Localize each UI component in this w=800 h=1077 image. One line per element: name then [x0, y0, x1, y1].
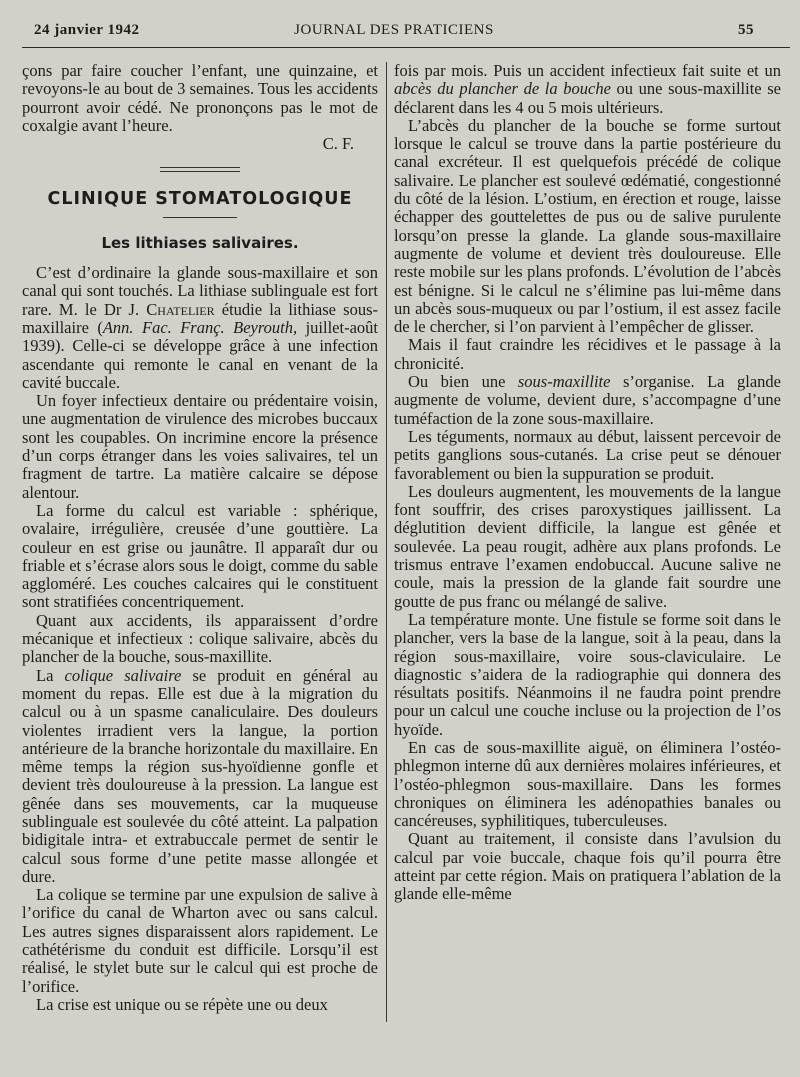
text-run: C’est d’ordinaire la glande sous-maxillaire et son canal qui sont touchés. La lithiase sublinguale est fort rare. M. le Dr J.: [22, 263, 378, 319]
text-run: s’organise. La glande augmente de volume, devient dure, s’accompagne d’une tuméfaction de la zone sous-maxillaire.: [394, 372, 781, 428]
paragraph: çons par faire coucher l’enfant, une quinzaine, et revoyons-le au bout de 3 semaines. Tous les accidents pourront avoir cédé. Ne prononçons pas le mot de coxalgie avant l’heure.: [22, 61, 378, 135]
emphasis: colique salivaire: [64, 665, 182, 685]
article-title: Les lithiases salivaires.: [101, 233, 299, 252]
text-run: juillet-août 1939). Celle-ci se développe grâce à une infection ascendante qui remonte le canal en venant de la cavité buccale.: [22, 317, 378, 392]
journal-title: JOURNAL DES PRATICIENS: [294, 22, 494, 38]
header-rule: [22, 47, 790, 48]
paragraph: Les téguments, normaux au début, laissent percevoir de petits ganglions sous-cutanés. La crise peut se dénouer favorablement ou bien la suppuration se produit.: [394, 426, 781, 483]
emphasis: abcès du plancher de la bouche: [394, 79, 611, 99]
paragraph: [22, 264, 378, 392]
paragraph: En cas de sous-maxillite aiguë, on éliminera l’ostéo-phlegmon interne dû aux dernières molaires inférieures, et l’ostéo-phlegmon sous-maxillaire. Dans les formes chroniques on éliminera les adénopathies banales ou cancéreuses, syphilitiques, tuberculeuses.: [394, 737, 781, 831]
paragraph: Un foyer infectieux dentaire ou prédentaire voisin, une augmentation de virulence des microbes buccaux sont les coupables. On incrimine encore la présence d’un corps étranger dans les voies salivaires, tel un fragment de tartre. La matière calcaire se dépose alentour.: [22, 391, 378, 502]
text-run: La: [36, 665, 65, 685]
text-run: étudie la lithiase sous-maxillaire (: [22, 299, 379, 337]
author-name: Chatelier: [146, 299, 215, 319]
title-rule: [163, 217, 237, 218]
page-number: 55: [738, 22, 754, 38]
paragraph: La température monte. Une fistule se forme soit dans le plancher, vers la base de la langue, soit à la peau, dans la région sous-maxillaire, voire sous-claviculaire. Le diagnostic s’aidera de la radiographie qui donnera des résultats positifs. Néanmoins il ne faudra point prendre pour un calcul une couche incluse ou la projection de l’os hyoïde.: [394, 609, 781, 739]
paragraph: [394, 62, 781, 117]
paragraph: La forme du calcul est variable : sphérique, ovalaire, irrégulière, creusée d’une gouttière. La couleur en est grise ou jaunâtre. Il apparaît dur ou friable et s’écrase alors sous le doigt, comme du sable aggloméré. Les couches calcaires qui le constituent sont stratifiées concentriquement.: [22, 500, 378, 612]
section-separator: [160, 167, 240, 172]
text-run: Ou bien une: [408, 372, 518, 392]
running-header: [34, 22, 754, 44]
text-run: fois par mois. Puis un accident infectieux fait suite et un: [394, 61, 781, 80]
text-run: ou une sous-maxillite se déclarent dans les 4 ou 5 mois ultérieurs.: [394, 79, 781, 117]
section-title: CLINIQUE STOMATOLOGIQUE: [47, 189, 353, 210]
paragraph: La colique se termine par une expulsion de salive à l’orifice du canal de Wharton avec ou sans calcul. Les autres signes disparaissent alors rapidement. Le cathétérisme du conduit est difficile. Lorsqu’il est réalisé, le stylet bute sur le calcul qui est proche de l’orifice.: [22, 885, 378, 996]
right-column: [394, 62, 781, 904]
emphasis: sous-maxillite: [517, 372, 611, 392]
paragraph: Quant au traitement, il consiste dans l’avulsion du calcul par voie buccale, chaque fois qu’il pourra être atteint par cette région. Mais on pratiquera l’ablation de la glande elle-même: [394, 829, 781, 904]
column-divider: [386, 62, 387, 1022]
paragraph: [22, 667, 378, 887]
paragraph: L’abcès du plancher de la bouche se forme surtout lorsque le calcul se trouve dans la partie postérieure du canal excréteur. Il est quelquefois précédé de colique salivaire. Le plancher est soulevé œdématié, congestionné du côté de la lésion. L’ostium, en érection et rouge, laisse échapper des gouttelettes de pus ou de salive purulente lorsqu’on presse la glande. La glande sous-maxillaire augmente de volume et devient très douloureuse. Elle reste mobile sur les plans profonds. L’évolution de l’abcès est bénigne. Si le calcul ne s’élimine pas lui-même dans un abcès sous-muqueux ou par l’ostium, il est assez facile de le chercher, si l’on parvient à l’empêcher de glisser.: [394, 115, 781, 337]
paragraph: Quant aux accidents, ils apparaissent d’ordre mécanique et infectieux : colique salivaire, abcès du plancher de la bouche, sous-maxillite.: [22, 610, 378, 667]
paragraph: Mais il faut craindre les récidives et le passage à la chronicité.: [394, 335, 781, 373]
paragraph: [394, 373, 781, 428]
left-column: [22, 62, 378, 1014]
author-signature: C. F.: [322, 134, 354, 154]
paragraph: La crise est unique ou se répète une ou deux: [36, 994, 328, 1014]
paragraph: Les douleurs augmentent, les mouvements de la langue font souffrir, des crises paroxystiques jaillissent. La déglutition devient difficile, la langue est gênée et soulevée. La peau rougit, adhère aux plans profonds. Le trismus entrave l’examen endobuccal. Aucune salive ne coule, mais la pression de la glande fait sourdre une goutte de pus franc ou mélangé de salive.: [394, 481, 781, 611]
text-run: se produit en général au moment du repas. Elle est due à la migration du calcul ou à un spasme canaliculaire. Des douleurs violentes irradient vers la langue, la portion antérieure de la branche horizontale du maxillaire. En même temps la région sus-hyoïdienne gonfle et devient très douloureuse à la pression. La langue est gênée dans ses mouvements, car la muqueuse sublinguale est soulevée du côté atteint. La palpation bidigitale intra- et extrabuccale permet de sentir le calcul sous forme d’une petite masse allongée et dure.: [22, 665, 378, 886]
header-date: 24 janvier 1942: [34, 22, 140, 38]
journal-reference: Ann. Fac. Franç. Beyrouth,: [102, 317, 298, 337]
